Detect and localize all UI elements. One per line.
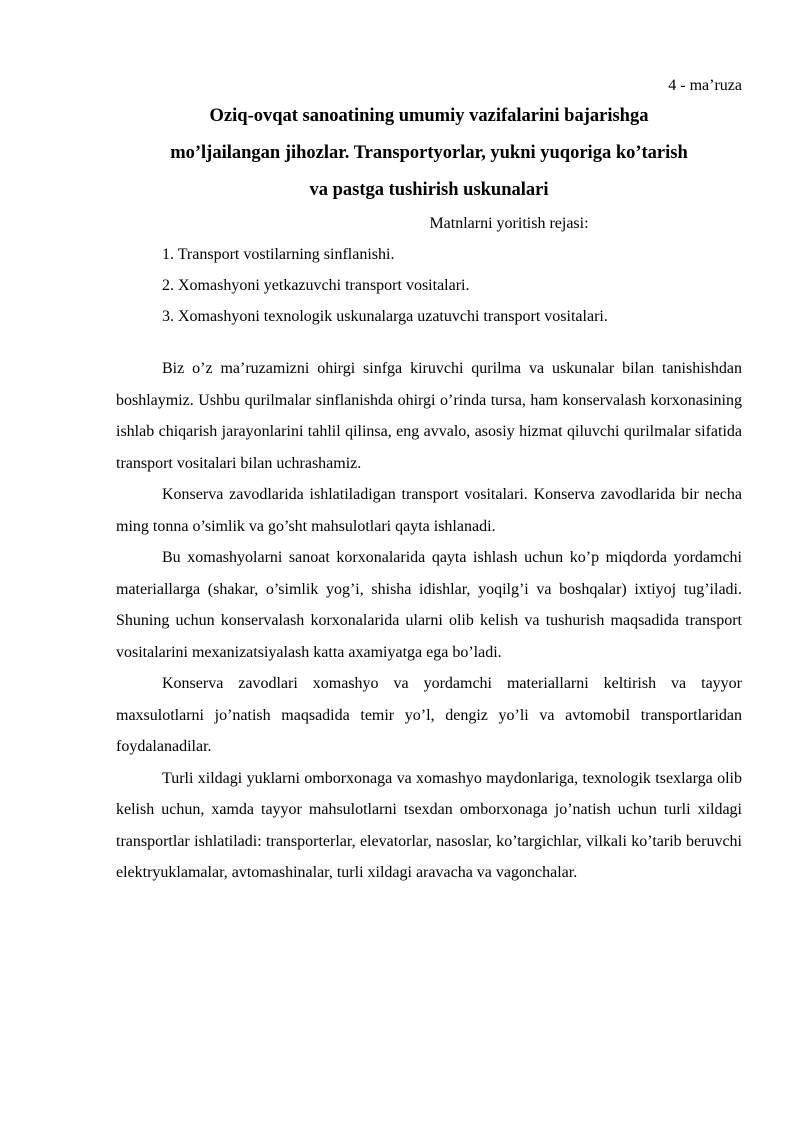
paragraph: Bu xomashyolarni sanoat korxonalarida qayta ishlash uchun ko’p miqdorda yordamchi materiallarga (shakar, o’simlik yog’i, shisha idishlar, yoqilg’i va boshqalar) ixtiyoj tug’iladi. Shuning uchun konservalash korxonalarida ularni olib kelish va tushurish maqsadida transport vositalarini mexanizatsiyalash katta axamiyatga ega bo’ladi. — [116, 549, 742, 661]
body-text — [116, 353, 742, 889]
paragraph: Biz o’z ma’ruzamizni ohirgi sinfga kiruvchi qurilma va uskunalar bilan tanishishdan boshlaymiz. Ushbu qurilmalar sinflanishda ohirgi o’rinda tursa, ham konservalash korxonasining ishlab chiqarish jarayonlarini tahlil qilinsa, eng avvalo, asosiy hizmat qiluvchi qurilmalar sifatida transport vositalari bilan uchrashamiz. — [116, 360, 742, 472]
plan-item: 1. Transport vostilarning sinflanishi. — [162, 246, 395, 263]
title-line-2: mo’ljailangan jihozlar. Transportyorlar, yukni yuqoriga ko’tarish — [170, 143, 688, 163]
lecture-number: 4 - ma’ruza — [668, 77, 742, 94]
paragraph: Konserva zavodlari xomashyo va yordamchi materiallarni keltirish va tayyor maxsulotlarni jo’natish maqsadida temir yo’l, dengiz yo’li va avtomobil transportlaridan foydalanadilar. — [116, 675, 742, 755]
plan-list — [116, 239, 742, 332]
paragraph: Turli xildagi yuklarni omborxonaga va xomashyo maydonlariga, texnologik tsexlarga olib kelish uchun, xamda tayyor mahsulotlarni tsexdan omborxonaga jo’natish uchun turli xildagi transportlar ishlatiladi: transporterlar, elevatorlar, nasoslar, ko’targichlar, vilkali ko’tarib beruvchi elektryuklamalar, avtomashinalar, turli xildagi aravacha va vagonchalar. — [116, 769, 742, 881]
document-title — [116, 98, 742, 209]
document-page — [116, 74, 742, 889]
plan-heading: Matnlarni yoritish rejasi: — [429, 215, 589, 232]
plan-item: 3. Xomashyoni texnologik uskunalarga uzatuvchi transport vositalari. — [162, 308, 608, 325]
title-line-3: va pastga tushirish uskunalari — [309, 180, 549, 200]
plan-item: 2. Xomashyoni yetkazuvchi transport vositalari. — [162, 277, 470, 294]
paragraph: Konserva zavodlarida ishlatiladigan transport vositalari. Konserva zavodlarida bir necha ming tonna o’simlik va go’sht mahsulotlari qayta ishlanadi. — [116, 486, 742, 535]
title-line-1: Oziq-ovqat sanoatining umumiy vazifalarini bajarishga — [209, 106, 649, 126]
